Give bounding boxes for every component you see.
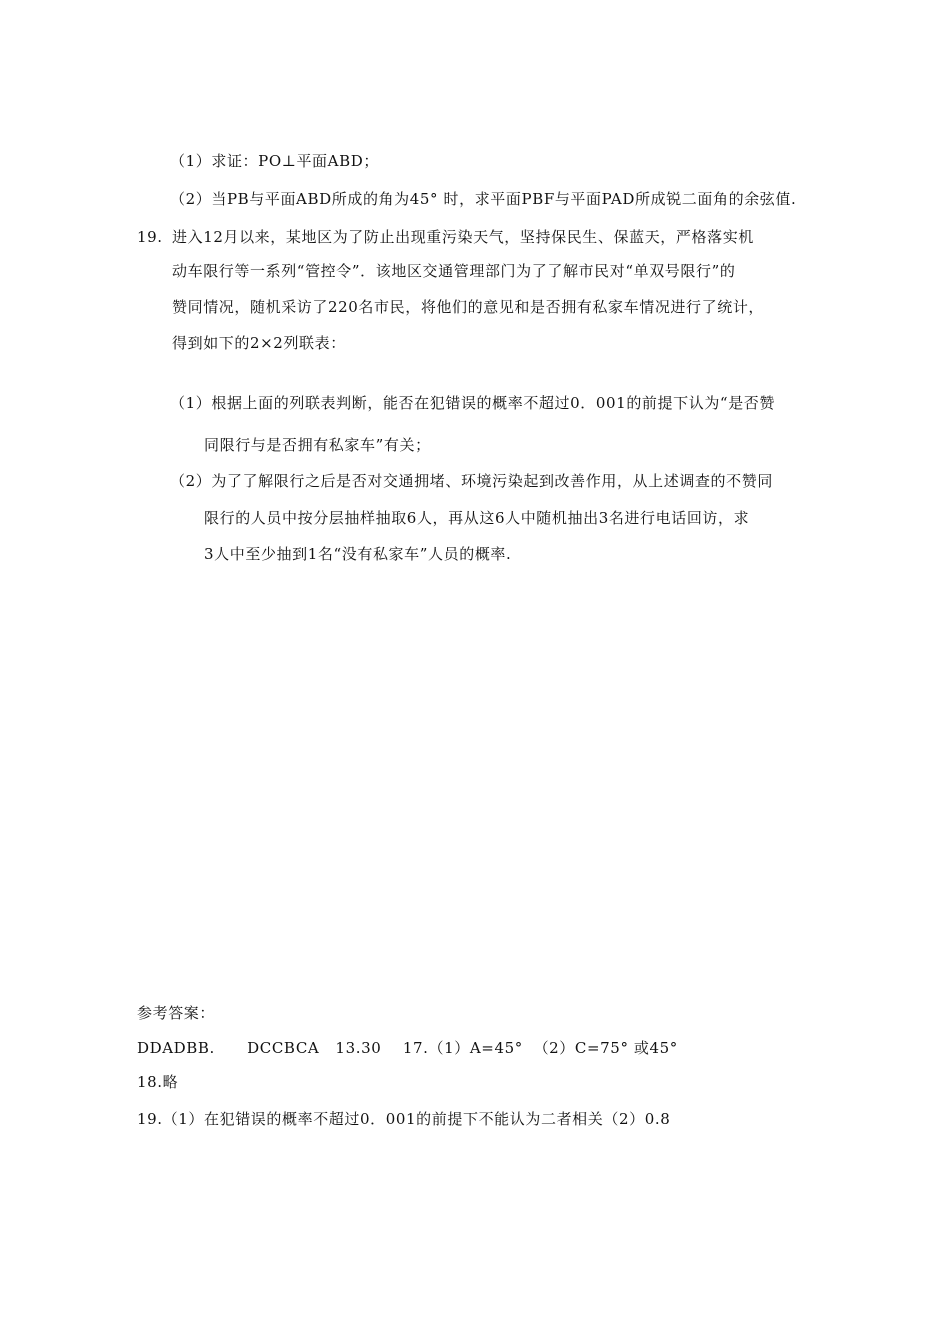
answers-line: 18.略 bbox=[137, 1073, 179, 1091]
q19-part1-line: 同限行与是否拥有私家车”有关； bbox=[204, 436, 431, 454]
q19-number: 19. bbox=[137, 228, 163, 246]
q19-part2-line: 3人中至少抽到1名“没有私家车”人员的概率. bbox=[204, 545, 512, 563]
q19-stem-line: 赞同情况，随机采访了220名市民，将他们的意见和是否拥有私家车情况进行了统计， bbox=[172, 298, 765, 316]
q18-part1: （1）求证：PO⊥平面ABD； bbox=[170, 152, 379, 170]
answers-line: 19.（1）在犯错误的概率不超过0．001的前提下不能认为二者相关（2）0.8 bbox=[137, 1110, 671, 1128]
q19-stem-line: 动车限行等一系列“管控令”．该地区交通管理部门为了了解市民对“单双号限行”的 bbox=[172, 262, 736, 280]
q19-part2-line: 限行的人员中按分层抽样抽取6人，再从这6人中随机抽出3名进行电话回访，求 bbox=[204, 509, 750, 527]
q19-part2-line: （2）为了了解限行之后是否对交通拥堵、环境污染起到改善作用，从上述调查的不赞同 bbox=[170, 472, 773, 490]
q19-stem-line: 进入12月以来，某地区为了防止出现重污染天气，坚持保民生、保蓝天，严格落实机 bbox=[172, 228, 754, 246]
answers-line: DDADBB. DCCBCA 13.30 17.（1）A=45° （2）C=75° 或45° bbox=[137, 1039, 678, 1057]
q19-stem-line: 得到如下的2×2列联表： bbox=[172, 334, 346, 352]
answers-heading: 参考答案： bbox=[137, 1004, 216, 1022]
q19-part1-line: （1）根据上面的列联表判断，能否在犯错误的概率不超过0．001的前提下认为“是否赞 bbox=[170, 394, 775, 412]
q18-part2: （2）当PB与平面ABD所成的角为45° 时，求平面PBF与平面PAD所成锐二面角的余弦值. bbox=[170, 190, 797, 208]
